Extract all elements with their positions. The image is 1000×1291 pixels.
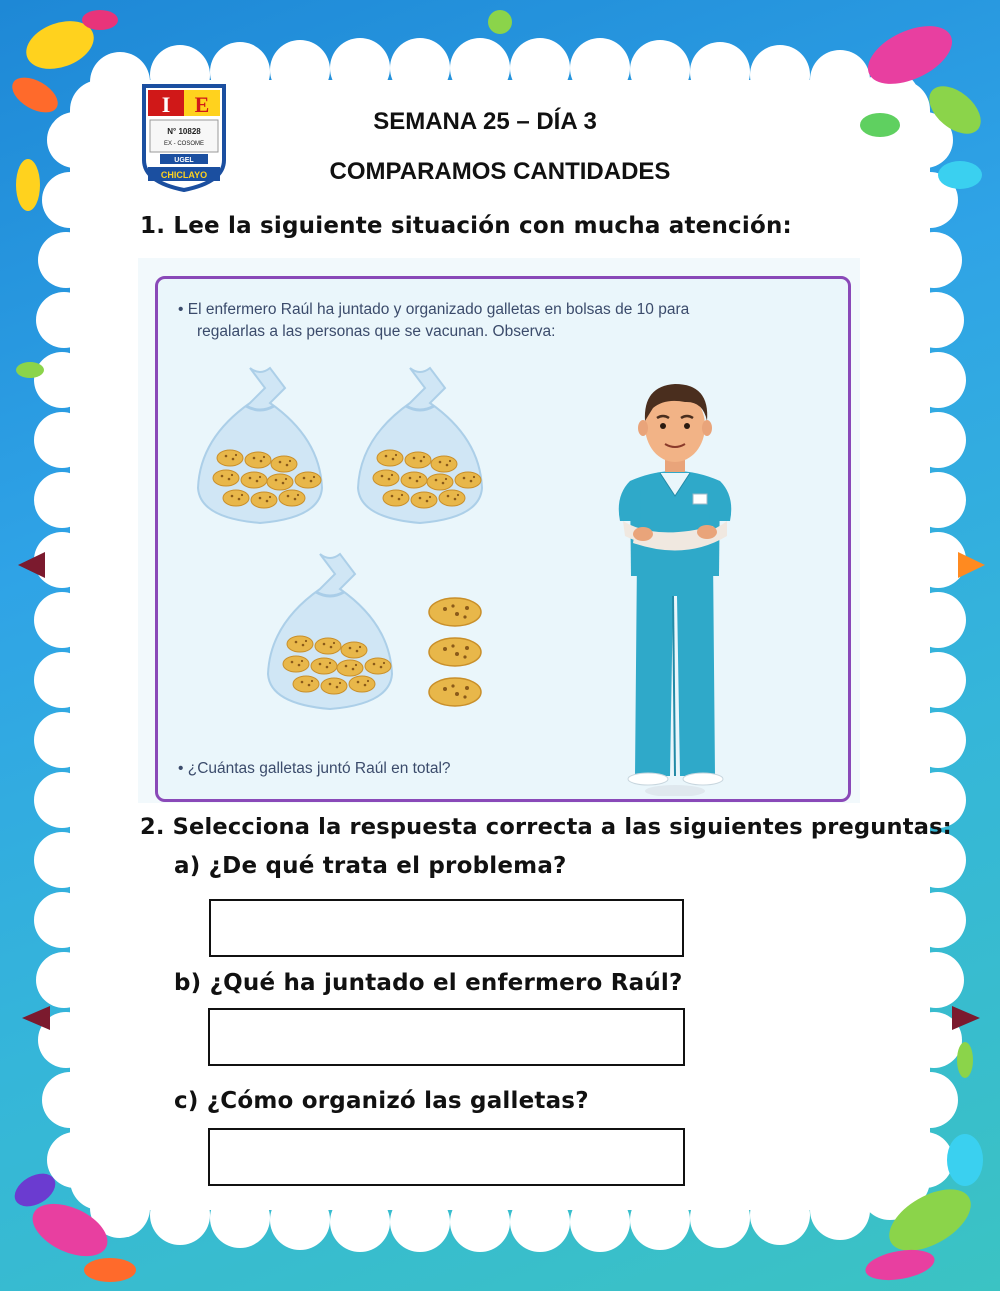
question-c-label: c) ¿Cómo organizó las galletas? (174, 1088, 589, 1114)
loose-cookies (429, 598, 481, 706)
question-a-label: a) ¿De qué trata el problema? (174, 853, 567, 879)
answer-b-box[interactable] (208, 1008, 685, 1066)
story-text-line2: regalarlas a las personas que se vacunan. Observa: (197, 323, 556, 340)
cookie-bag-3 (268, 554, 392, 709)
cookie-bag-1 (198, 368, 322, 523)
cookie-bag-2 (358, 368, 482, 523)
svg-text:EX - COSOME: EX - COSOME (163, 141, 205, 147)
answer-c-box[interactable] (208, 1128, 685, 1186)
svg-text:N° 10828: N° 10828 (167, 127, 201, 136)
question-b-label: b) ¿Qué ha juntado el enfermero Raúl? (174, 970, 683, 996)
svg-text:UGEL: UGEL (174, 157, 194, 164)
section1-title: 1. Lee la siguiente situación con mucha atención: (140, 213, 792, 239)
svg-text:I: I (161, 92, 171, 117)
answer-a-box[interactable] (209, 899, 684, 957)
week-title: SEMANA 25 – DÍA 3 (373, 108, 597, 135)
svg-text:E: E (194, 92, 210, 117)
section2-title: 2. Selecciona la respuesta correcta a las siguientes preguntas: (140, 814, 952, 840)
story-text-line1: • El enfermero Raúl ha juntado y organizado galletas en bolsas de 10 para (178, 301, 690, 318)
nurse-raul (619, 384, 732, 796)
cookies-illustration (155, 276, 845, 796)
topic-title: COMPARAMOS CANTIDADES (329, 158, 671, 185)
story-question: • ¿Cuántas galletas juntó Raúl en total? (178, 760, 451, 777)
svg-text:CHICLAYO: CHICLAYO (160, 170, 208, 180)
